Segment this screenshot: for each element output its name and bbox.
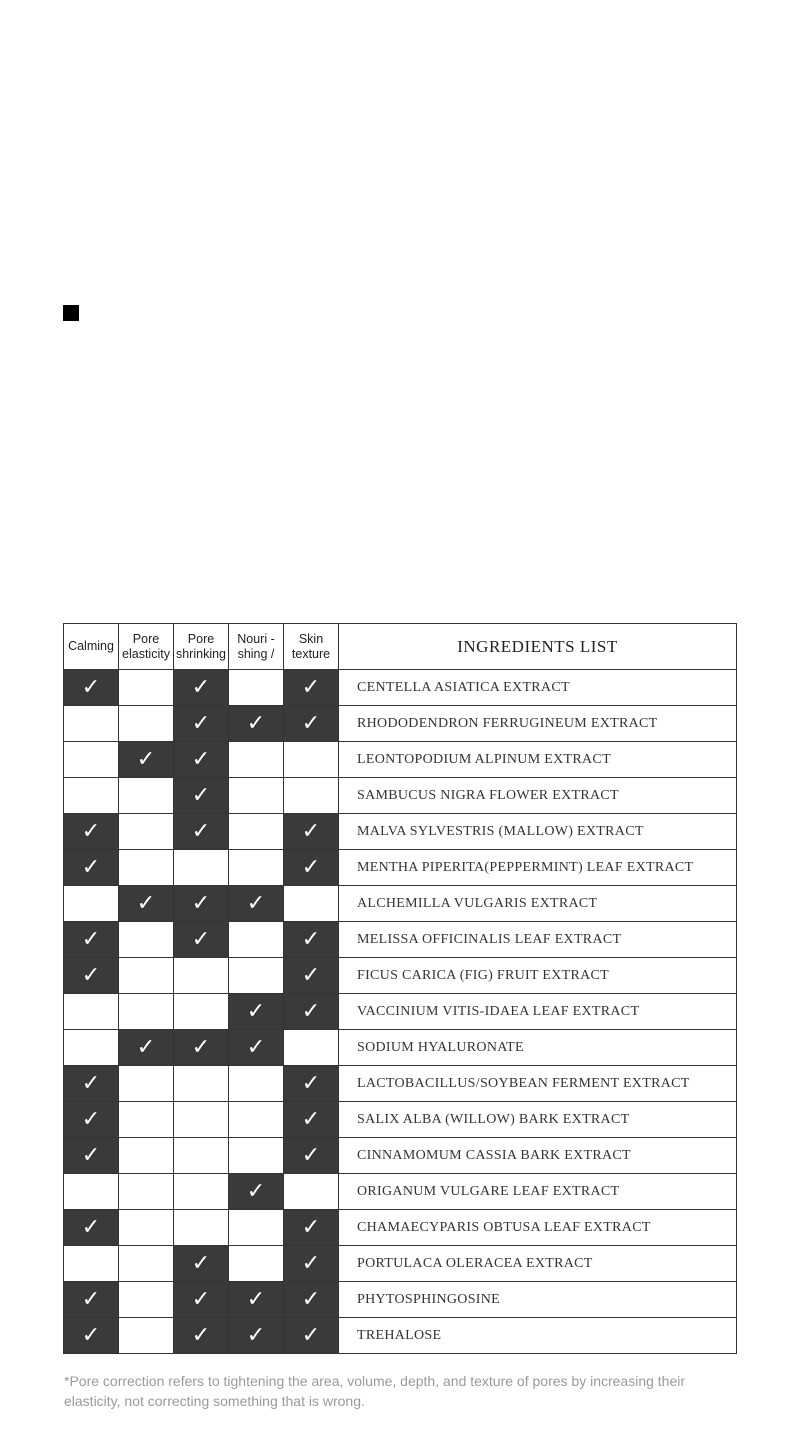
table-row bbox=[64, 778, 737, 814]
table-row bbox=[64, 1246, 737, 1282]
ingredient-name: CINNAMOMUM CASSIA BARK EXTRACT bbox=[339, 1138, 737, 1174]
ingredient-name: PORTULACA OLERACEA EXTRACT bbox=[339, 1246, 737, 1282]
check-icon: ✓ bbox=[284, 706, 339, 742]
ingredient-name: TREHALOSE bbox=[339, 1318, 737, 1354]
ingredient-name: SAMBUCUS NIGRA FLOWER EXTRACT bbox=[339, 778, 737, 814]
empty-cell bbox=[119, 958, 174, 994]
empty-cell bbox=[64, 706, 119, 742]
empty-cell bbox=[64, 742, 119, 778]
table-row bbox=[64, 1102, 737, 1138]
empty-cell bbox=[119, 1318, 174, 1354]
empty-cell bbox=[284, 1174, 339, 1210]
empty-cell bbox=[174, 1102, 229, 1138]
check-icon: ✓ bbox=[284, 922, 339, 958]
ingredient-name: CENTELLA ASIATICA EXTRACT bbox=[339, 670, 737, 706]
header-ingredients-list: INGREDIENTS LIST bbox=[339, 624, 737, 670]
empty-cell bbox=[229, 1210, 284, 1246]
check-icon: ✓ bbox=[64, 1318, 119, 1354]
empty-cell bbox=[64, 1174, 119, 1210]
ingredient-name: MENTHA PIPERITA(PEPPERMINT) LEAF EXTRACT bbox=[339, 850, 737, 886]
empty-cell bbox=[119, 1102, 174, 1138]
ingredient-name: CHAMAECYPARIS OBTUSA LEAF EXTRACT bbox=[339, 1210, 737, 1246]
check-icon: ✓ bbox=[174, 814, 229, 850]
check-icon: ✓ bbox=[174, 670, 229, 706]
ingredient-name: RHODODENDRON FERRUGINEUM EXTRACT bbox=[339, 706, 737, 742]
empty-cell bbox=[229, 742, 284, 778]
header-calming: Calming bbox=[64, 624, 119, 670]
table-row bbox=[64, 814, 737, 850]
table-row bbox=[64, 922, 737, 958]
empty-cell bbox=[119, 670, 174, 706]
ingredient-name: ORIGANUM VULGARE LEAF EXTRACT bbox=[339, 1174, 737, 1210]
empty-cell bbox=[119, 706, 174, 742]
empty-cell bbox=[119, 778, 174, 814]
check-icon: ✓ bbox=[64, 1102, 119, 1138]
empty-cell bbox=[229, 1066, 284, 1102]
empty-cell bbox=[119, 1138, 174, 1174]
empty-cell bbox=[174, 1066, 229, 1102]
check-icon: ✓ bbox=[284, 1138, 339, 1174]
empty-cell bbox=[64, 886, 119, 922]
ingredient-name: MELISSA OFFICINALIS LEAF EXTRACT bbox=[339, 922, 737, 958]
check-icon: ✓ bbox=[284, 958, 339, 994]
empty-cell bbox=[229, 850, 284, 886]
check-icon: ✓ bbox=[229, 994, 284, 1030]
check-icon: ✓ bbox=[229, 1318, 284, 1354]
check-icon: ✓ bbox=[229, 886, 284, 922]
empty-cell bbox=[284, 742, 339, 778]
empty-cell bbox=[284, 886, 339, 922]
check-icon: ✓ bbox=[64, 1138, 119, 1174]
empty-cell bbox=[119, 1282, 174, 1318]
check-icon: ✓ bbox=[174, 742, 229, 778]
check-icon: ✓ bbox=[64, 1282, 119, 1318]
header-nourishing: Nouri -shing / bbox=[229, 624, 284, 670]
empty-cell bbox=[229, 958, 284, 994]
check-icon: ✓ bbox=[64, 670, 119, 706]
check-icon: ✓ bbox=[229, 1030, 284, 1066]
ingredient-name: SALIX ALBA (WILLOW) BARK EXTRACT bbox=[339, 1102, 737, 1138]
check-icon: ✓ bbox=[174, 1030, 229, 1066]
empty-cell bbox=[174, 958, 229, 994]
check-icon: ✓ bbox=[64, 1210, 119, 1246]
table-row bbox=[64, 1282, 737, 1318]
header-skin-texture: Skin texture bbox=[284, 624, 339, 670]
black-square-bullet bbox=[63, 305, 79, 321]
check-icon: ✓ bbox=[64, 922, 119, 958]
ingredient-name: VACCINIUM VITIS-IDAEA LEAF EXTRACT bbox=[339, 994, 737, 1030]
check-icon: ✓ bbox=[284, 670, 339, 706]
ingredient-name: ALCHEMILLA VULGARIS EXTRACT bbox=[339, 886, 737, 922]
check-icon: ✓ bbox=[174, 1318, 229, 1354]
table-row bbox=[64, 994, 737, 1030]
empty-cell bbox=[119, 850, 174, 886]
check-icon: ✓ bbox=[119, 1030, 174, 1066]
empty-cell bbox=[119, 1174, 174, 1210]
empty-cell bbox=[229, 1246, 284, 1282]
ingredient-name: LACTOBACILLUS/SOYBEAN FERMENT EXTRACT bbox=[339, 1066, 737, 1102]
table-row bbox=[64, 1030, 737, 1066]
ingredient-name: MALVA SYLVESTRIS (MALLOW) EXTRACT bbox=[339, 814, 737, 850]
check-icon: ✓ bbox=[174, 706, 229, 742]
check-icon: ✓ bbox=[64, 814, 119, 850]
header-pore-shrinking: Pore shrinking bbox=[174, 624, 229, 670]
check-icon: ✓ bbox=[284, 850, 339, 886]
check-icon: ✓ bbox=[174, 1246, 229, 1282]
empty-cell bbox=[229, 1102, 284, 1138]
empty-cell bbox=[229, 670, 284, 706]
check-icon: ✓ bbox=[174, 922, 229, 958]
check-icon: ✓ bbox=[174, 778, 229, 814]
table-row bbox=[64, 1318, 737, 1354]
footnote: *Pore correction refers to tightening the area, volume, depth, and texture of pores by increasing their elasticity, not correcting something that is wrong. bbox=[64, 1373, 686, 1409]
ingredient-name: SODIUM HYALURONATE bbox=[339, 1030, 737, 1066]
table-row bbox=[64, 958, 737, 994]
empty-cell bbox=[229, 778, 284, 814]
table-row bbox=[64, 1066, 737, 1102]
check-icon: ✓ bbox=[174, 1282, 229, 1318]
check-icon: ✓ bbox=[284, 814, 339, 850]
check-icon: ✓ bbox=[64, 1066, 119, 1102]
ingredient-name: PHYTOSPHINGOSINE bbox=[339, 1282, 737, 1318]
ingredients-benefits-table bbox=[63, 623, 737, 1354]
empty-cell bbox=[119, 1066, 174, 1102]
empty-cell bbox=[229, 814, 284, 850]
empty-cell bbox=[119, 1210, 174, 1246]
check-icon: ✓ bbox=[64, 850, 119, 886]
table-row bbox=[64, 1174, 737, 1210]
empty-cell bbox=[174, 1138, 229, 1174]
empty-cell bbox=[64, 1030, 119, 1066]
check-icon: ✓ bbox=[64, 958, 119, 994]
empty-cell bbox=[229, 1138, 284, 1174]
table-header-row bbox=[64, 624, 737, 670]
empty-cell bbox=[229, 922, 284, 958]
empty-cell bbox=[284, 1030, 339, 1066]
empty-cell bbox=[64, 778, 119, 814]
check-icon: ✓ bbox=[229, 1174, 284, 1210]
table-row bbox=[64, 1210, 737, 1246]
table-row bbox=[64, 886, 737, 922]
empty-cell bbox=[119, 1246, 174, 1282]
ingredient-name: FICUS CARICA (FIG) FRUIT EXTRACT bbox=[339, 958, 737, 994]
check-icon: ✓ bbox=[284, 1246, 339, 1282]
check-icon: ✓ bbox=[119, 742, 174, 778]
empty-cell bbox=[284, 778, 339, 814]
empty-cell bbox=[174, 1210, 229, 1246]
empty-cell bbox=[174, 850, 229, 886]
table-row bbox=[64, 742, 737, 778]
check-icon: ✓ bbox=[229, 706, 284, 742]
empty-cell bbox=[174, 994, 229, 1030]
check-icon: ✓ bbox=[284, 1066, 339, 1102]
check-icon: ✓ bbox=[229, 1282, 284, 1318]
check-icon: ✓ bbox=[119, 886, 174, 922]
empty-cell bbox=[64, 1246, 119, 1282]
empty-cell bbox=[119, 994, 174, 1030]
header-pore-elasticity: Pore elasticity bbox=[119, 624, 174, 670]
check-icon: ✓ bbox=[284, 1210, 339, 1246]
ingredient-name: LEONTOPODIUM ALPINUM EXTRACT bbox=[339, 742, 737, 778]
empty-cell bbox=[119, 922, 174, 958]
table-row bbox=[64, 1138, 737, 1174]
table-row bbox=[64, 706, 737, 742]
table-row bbox=[64, 850, 737, 886]
empty-cell bbox=[174, 1174, 229, 1210]
empty-cell bbox=[64, 994, 119, 1030]
check-icon: ✓ bbox=[174, 886, 229, 922]
empty-cell bbox=[119, 814, 174, 850]
check-icon: ✓ bbox=[284, 1318, 339, 1354]
check-icon: ✓ bbox=[284, 1102, 339, 1138]
check-icon: ✓ bbox=[284, 994, 339, 1030]
check-icon: ✓ bbox=[284, 1282, 339, 1318]
table-row bbox=[64, 670, 737, 706]
